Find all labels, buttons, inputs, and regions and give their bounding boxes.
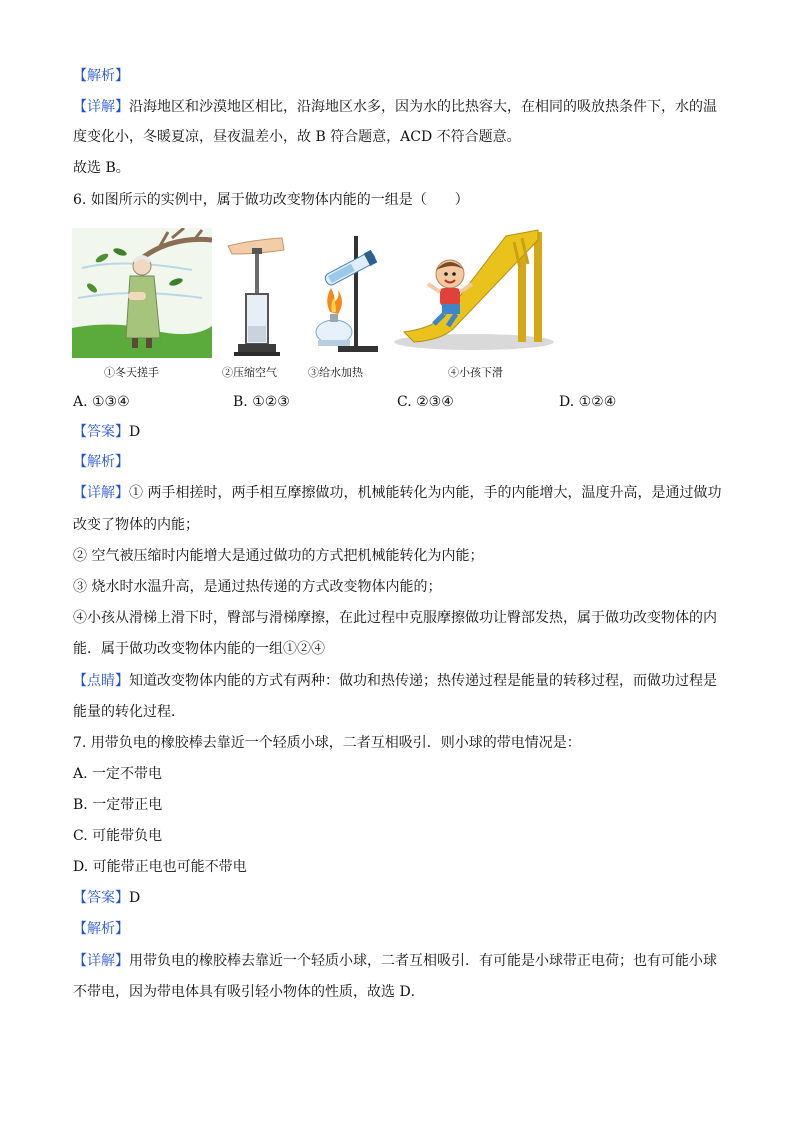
q7-answer: 【答案】D bbox=[73, 890, 141, 906]
figure-caption: ②压缩空气 bbox=[222, 366, 277, 379]
q7-option-c: C. 可能带负电 bbox=[73, 828, 163, 844]
q6-detail-line-3: ② 空气被压缩时内能增大是通过做功的方式把机械能转化为内能； bbox=[73, 548, 484, 564]
q6-stem: 6. 如图所示的实例中，属于做功改变物体内能的一组是（ ） bbox=[73, 192, 469, 208]
q7-option-d: D. 可能带正电也可能不带电 bbox=[73, 859, 247, 875]
q6-detail-line-5: ④小孩从滑梯上滑下时，臀部与滑梯摩擦，在此过程中克服摩擦做功让臀部发热，属于做功改变物体的内 bbox=[73, 610, 717, 626]
q6-option-d: D. ①②④ bbox=[559, 394, 617, 410]
q7-option-a: A. 一定不带电 bbox=[73, 766, 163, 782]
q6-figures bbox=[72, 228, 562, 388]
q5-detail-line-1: 【详解】沿海地区和沙漠地区相比，沿海地区水多，因为水的比热容大，在相同的吸放热条件下，水的温 bbox=[73, 99, 717, 115]
figure-compressing-air-image bbox=[222, 228, 292, 358]
q6-detail-line-1: 【详解】① 两手相搓时，两手相互摩擦做功，机械能转化为内能，手的内能增大，温度升高，是通过做功 bbox=[73, 485, 722, 501]
q6-option-c: C. ②③④ bbox=[397, 394, 454, 410]
figure-child-sliding-image bbox=[394, 228, 554, 358]
figure-heating-water-image bbox=[304, 228, 384, 358]
figure-child-sliding bbox=[394, 228, 554, 362]
q6-analysis-heading: 【解析】 bbox=[73, 454, 129, 470]
figure-caption: ③给水加热 bbox=[308, 366, 363, 379]
q6-answer: 【答案】D bbox=[73, 424, 141, 440]
q6-detail-line-2: 改变了物体的内能； bbox=[73, 517, 199, 533]
q6-detail-line-6: 能．属于做功改变物体内能的一组①②④ bbox=[73, 641, 325, 657]
q7-option-b: B. 一定带正电 bbox=[73, 797, 163, 813]
q7-analysis-heading: 【解析】 bbox=[73, 921, 129, 937]
q7-detail-line-1: 【详解】用带负电的橡胶棒去靠近一个轻质小球，二者互相吸引．有可能是小球带正电荷；也有可能小球 bbox=[73, 953, 717, 969]
q7-detail-line-2: 不带电，因为带电体具有吸引轻小物体的性质，故选 D． bbox=[73, 984, 425, 1000]
q6-option-b: B. ①②③ bbox=[233, 394, 290, 410]
figure-compressing-air bbox=[222, 228, 292, 362]
q6-comment-line-1: 【点睛】知道改变物体内能的方式有两种：做功和热传递；热传递过程是能量的转移过程，而做功过程是 bbox=[73, 673, 717, 689]
figure-heating-water bbox=[304, 228, 384, 362]
q7-stem: 7. 用带负电的橡胶棒去靠近一个轻质小球，二者互相吸引．则小球的带电情况是： bbox=[73, 735, 581, 751]
q6-option-a: A. ①③④ bbox=[73, 394, 130, 410]
figure-caption: ④小孩下滑 bbox=[448, 366, 503, 379]
q6-detail-line-4: ③ 烧水时水温升高，是通过热传递的方式改变物体内能的； bbox=[73, 579, 442, 595]
q5-conclusion: 故选 B。 bbox=[73, 160, 130, 176]
figure-caption: ①冬天搓手 bbox=[104, 366, 159, 379]
q5-analysis-heading: 【解析】 bbox=[73, 68, 129, 84]
q5-detail-line-2: 度变化小，冬暖夏凉，昼夜温差小，故 B 符合题意，ACD 不符合题意。 bbox=[73, 129, 521, 145]
figure-rubbing-hands-image bbox=[72, 228, 212, 358]
figure-rubbing-hands bbox=[72, 228, 212, 362]
q6-comment-line-2: 能量的转化过程． bbox=[73, 704, 185, 720]
